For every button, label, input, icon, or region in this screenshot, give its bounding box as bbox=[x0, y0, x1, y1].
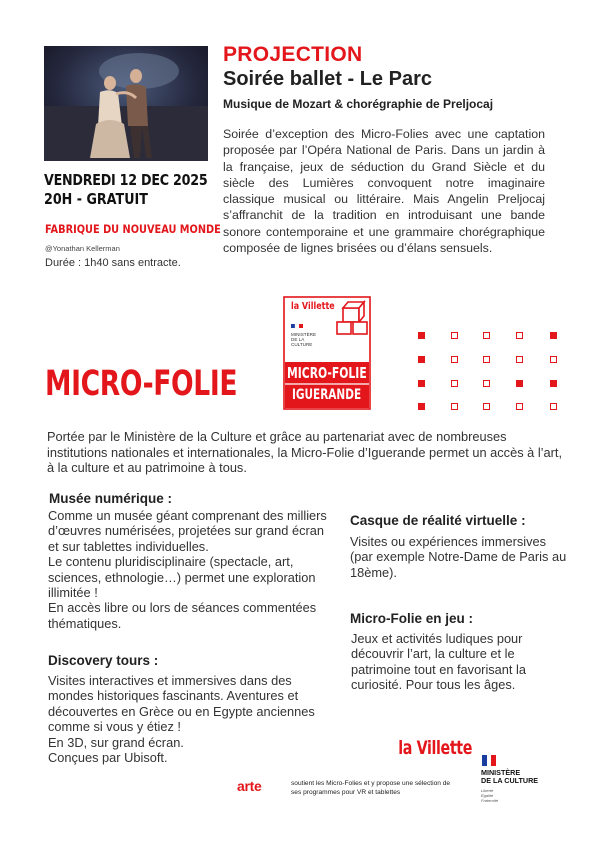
event-date: VENDREDI 12 DEC 2025 bbox=[44, 171, 208, 189]
logo-ministry: MINISTÈRE DE LA CULTURE bbox=[291, 332, 317, 348]
grid-square-icon bbox=[483, 332, 490, 339]
photo-credit: @Yonathan Kellerman bbox=[45, 244, 120, 253]
grid-square-icon bbox=[451, 332, 458, 339]
casque-vr-body: Visites ou expériences immersives (par exemple Notre-Dame de Paris au 18ème). bbox=[350, 534, 567, 580]
micro-folie-iguerande-logo bbox=[283, 296, 371, 410]
la-villette-logo: la Villette bbox=[398, 737, 473, 759]
logo-name-bottom: IGUERANDE bbox=[292, 387, 362, 403]
micro-folie-en-jeu-body: Jeux et activités ludiques pour découvrir l’art, la culture et le patrimoine tout en favorisant la curiosité. Pour tous les âges. bbox=[351, 631, 526, 693]
grid-square-icon bbox=[516, 380, 523, 387]
projection-title: Soirée ballet - Le Parc bbox=[223, 68, 432, 90]
projection-subtitle: Musique de Mozart & chorégraphie de Preljocaj bbox=[223, 97, 494, 111]
grid-square-icon bbox=[418, 332, 425, 339]
decorative-dot-grid bbox=[413, 332, 563, 412]
grid-square-icon bbox=[516, 356, 523, 363]
grid-square-icon bbox=[550, 332, 557, 339]
grid-square-icon bbox=[550, 380, 557, 387]
event-time: 20H - GRATUIT bbox=[44, 190, 148, 208]
grid-square-icon bbox=[516, 332, 523, 339]
ministere-culture-logo bbox=[479, 750, 549, 810]
grid-square-icon bbox=[418, 380, 425, 387]
grid-square-icon bbox=[483, 380, 490, 387]
discovery-tours-title: Discovery tours : bbox=[48, 653, 159, 668]
grid-square-icon bbox=[418, 356, 425, 363]
casque-vr-title: Casque de réalité virtuelle : bbox=[350, 513, 526, 528]
projection-description: Soirée d’exception des Micro-Folies avec une captation proposée par l’Opéra National de Paris. Dans un jardin à la française, jeux de séduction du Grand Siècle et du siècle des Lumières convoquent notre imaginaire classique musical ou littéraire. Mais Angelin Preljocaj s’affranchit de la tradition en introduisant une bande sonore contemporaine et une grammaire chorégraphique composée de lignes brisées ou d’élans sensuels. bbox=[223, 127, 545, 256]
grid-square-icon bbox=[550, 403, 557, 410]
event-duration: Durée : 1h40 sans entracte. bbox=[45, 257, 181, 269]
musee-numerique-title: Musée numérique : bbox=[49, 491, 173, 506]
event-venue: FABRIQUE DU NOUVEAU MONDE bbox=[45, 222, 221, 236]
grid-square-icon bbox=[550, 356, 557, 363]
ministere-name: MINISTÈRE DE LA CULTURE bbox=[481, 768, 539, 786]
micro-folie-en-jeu-title: Micro-Folie en jeu : bbox=[350, 611, 474, 626]
grid-square-icon bbox=[483, 403, 490, 410]
grid-square-icon bbox=[516, 403, 523, 410]
arte-logo: arte bbox=[237, 778, 262, 794]
grid-square-icon bbox=[451, 356, 458, 363]
marianne-flag-icon bbox=[482, 755, 496, 766]
grid-square-icon bbox=[483, 356, 490, 363]
arte-support-text: soutient les Micro-Folies et y propose une sélection de ses programmes pour VR et tablettes bbox=[291, 780, 451, 797]
musee-numerique-body: Comme un musée géant comprenant des milliers d’œuvres numérisées, projetées sur grand écran et sur tablettes individuelles. Le contenu pluridisciplinaire (spectacle, art, sciences, ethnologie…) permet une exploration illimitée ! En accès libre ou lors de séances commentées thématiques. bbox=[48, 508, 327, 631]
projection-label: PROJECTION bbox=[223, 43, 363, 66]
ballet-photo bbox=[44, 46, 208, 161]
republic-motto: Liberté Égalité Fraternité bbox=[481, 788, 499, 803]
grid-square-icon bbox=[451, 403, 458, 410]
micro-folie-intro: Portée par le Ministère de la Culture et grâce au partenariat avec de nombreuses institutions nationales et internationales, la Micro-Folie d’Iguerande permet un accès à l’art, à la culture et au patrimoine à tous. bbox=[47, 429, 562, 475]
micro-folie-heading: MICRO-FOLIE bbox=[45, 364, 238, 404]
logo-brand: la Villette bbox=[291, 301, 335, 312]
logo-name-top: MICRO-FOLIE bbox=[287, 364, 367, 382]
grid-square-icon bbox=[418, 403, 425, 410]
discovery-tours-body: Visites interactives et immersives dans des mondes historiques fascinants. Aventures et découvertes en Grèce ou en Egypte anciennes comme si vous y étiez ! En 3D, sur grand écran. Conçues par Ubisoft. bbox=[48, 673, 315, 766]
grid-square-icon bbox=[451, 380, 458, 387]
